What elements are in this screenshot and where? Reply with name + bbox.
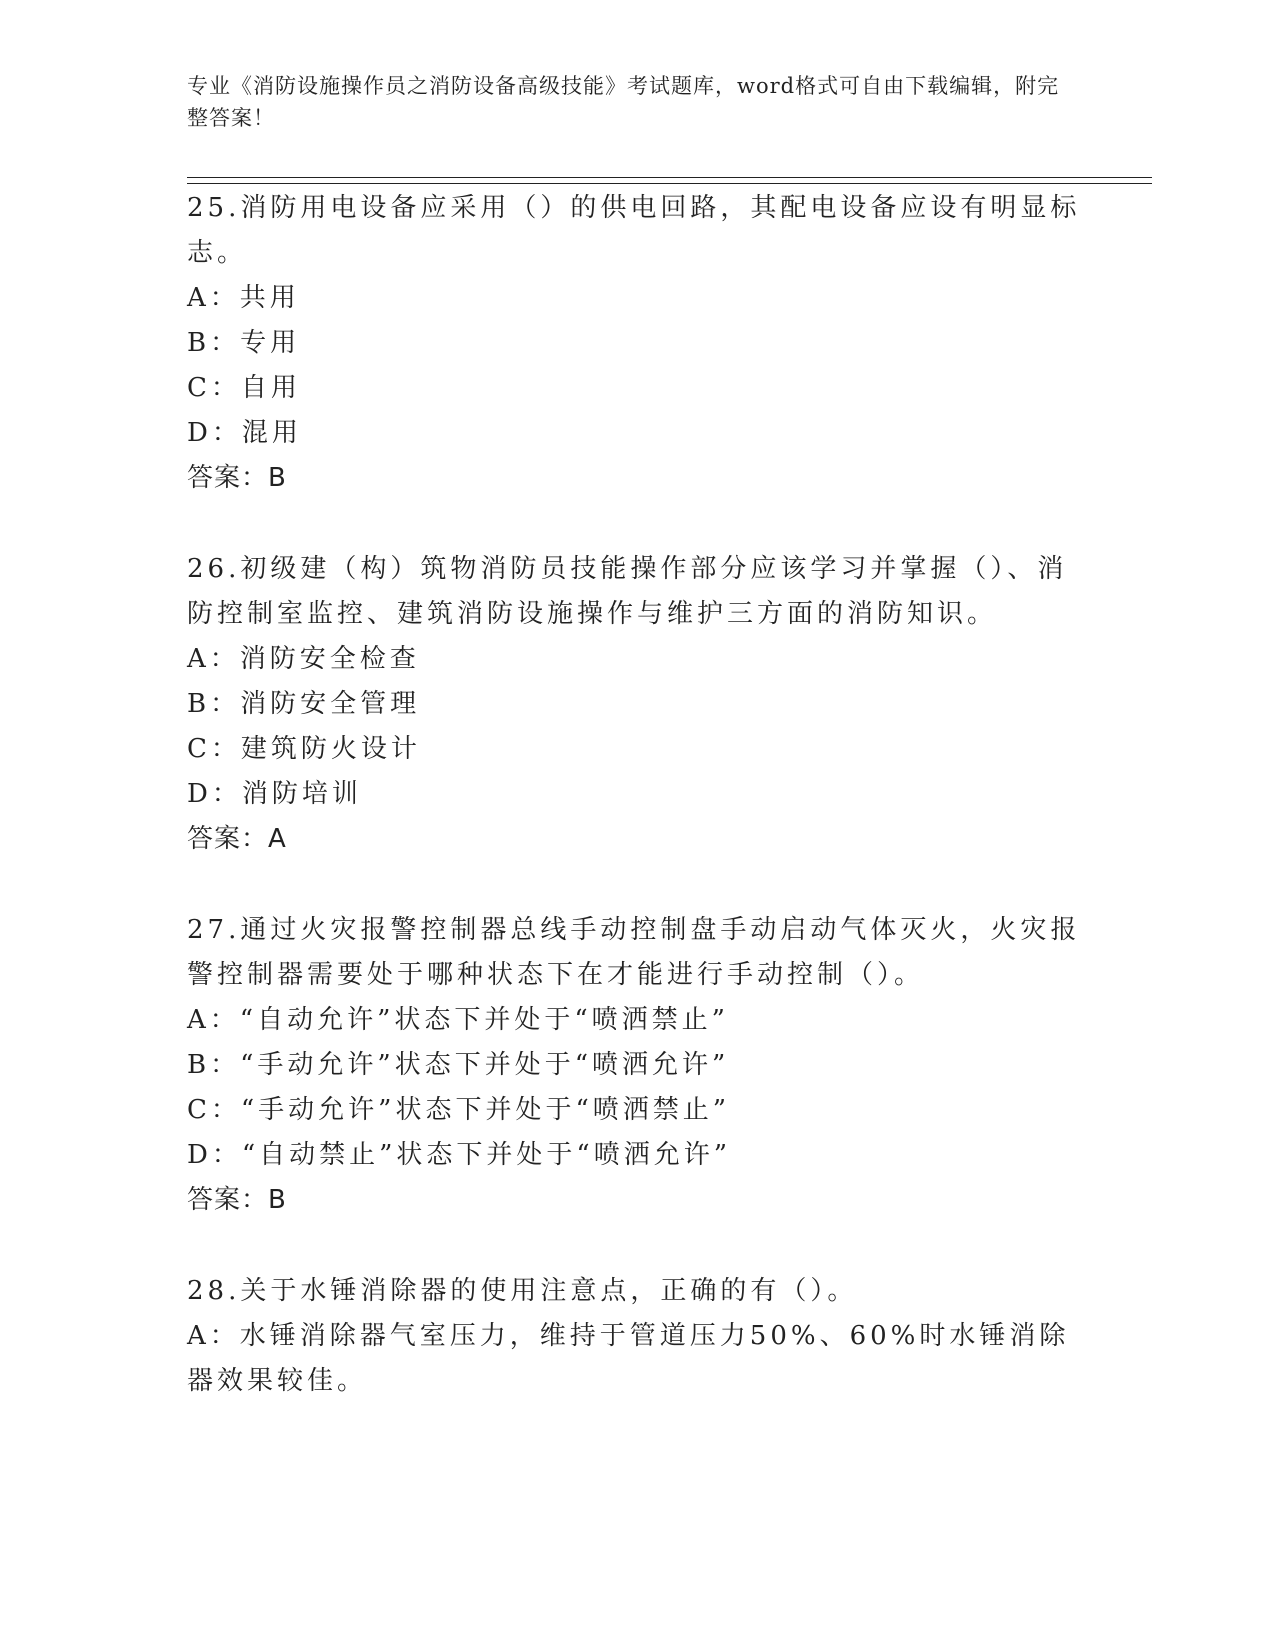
header-divider-top: [187, 177, 1152, 178]
question-28: [187, 1269, 1087, 1404]
header-divider-bottom: [187, 183, 1152, 184]
option-c: C：自用: [187, 373, 301, 403]
option-d: D：消防培训: [187, 779, 362, 809]
question-stem: 26.初级建（构）筑物消防员技能操作部分应该学习并掌握（）、消防控制室监控、建筑消防设施操作与维护三方面的消防知识。: [187, 554, 1068, 629]
answer-line: 答案：B: [187, 463, 287, 493]
question-27: [187, 908, 1087, 1223]
question-stem: 27.通过火灾报警控制器总线手动控制盘手动启动气体灭火，火灾报警控制器需要处于哪种状态下在才能进行手动控制（）。: [187, 915, 1081, 990]
option-d: D：“自动禁止”状态下并处于“喷洒允许”: [187, 1140, 732, 1170]
question-list: [187, 186, 1087, 1450]
option-b: B：消防安全管理: [187, 689, 421, 719]
option-b: B：专用: [187, 328, 301, 358]
question-25: [187, 186, 1087, 501]
answer-line: 答案：A: [187, 824, 287, 854]
question-stem: 28.关于水锤消除器的使用注意点，正确的有（）。: [187, 1276, 858, 1306]
option-a: A：水锤消除器气室压力，维持于管道压力50%、60%时水锤消除器效果较佳。: [187, 1321, 1070, 1396]
option-d: D：混用: [187, 418, 302, 448]
document-header: 专业《消防设施操作员之消防设备高级技能》考试题库，word格式可自由下载编辑，附完整答案！: [187, 74, 1060, 130]
option-a: A：共用: [187, 283, 300, 313]
option-b: B：“手动允许”状态下并处于“喷洒允许”: [187, 1050, 730, 1080]
option-c: C：“手动允许”状态下并处于“喷洒禁止”: [187, 1095, 731, 1125]
question-26: [187, 547, 1087, 862]
option-a: A：消防安全检查: [187, 644, 420, 674]
answer-line: 答案：B: [187, 1185, 287, 1215]
option-a: A：“自动允许”状态下并处于“喷洒禁止”: [187, 1005, 729, 1035]
option-c: C：建筑防火设计: [187, 734, 421, 764]
question-stem: 25.消防用电设备应采用（）的供电回路，其配电设备应设有明显标志。: [187, 193, 1081, 268]
